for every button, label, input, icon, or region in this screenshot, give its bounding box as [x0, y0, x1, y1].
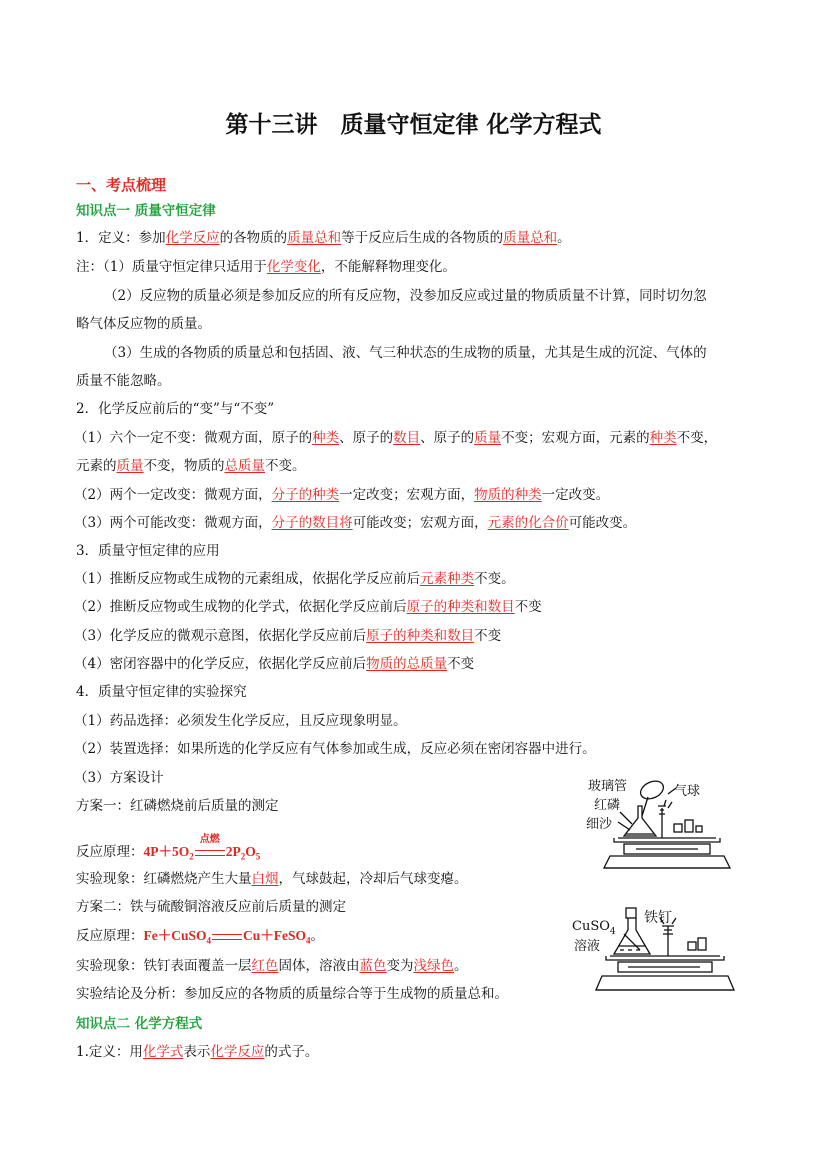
six-unchanged-cont: 元素的质量不变，物质的总质量不变。 — [76, 458, 306, 474]
definition-line: 1．定义：参加化学反应的各物质的质量总和等于反应后生成的各物质的质量总和。 — [76, 230, 571, 246]
experiment-3: （3）方案设计 — [74, 770, 164, 786]
plan-2: 方案二：铁与硫酸铜溶液反应前后质量的测定 — [76, 899, 346, 915]
page-title: 第十三讲 质量守恒定律 化学方程式 — [225, 112, 602, 138]
conclusion: 实验结论及分析：参加反应的各物质的质量综合等于生成物的质量总和。 — [76, 986, 508, 1002]
two-changed: （2）两个一定改变：微观方面，分子的种类一定改变；宏观方面，物质的种类一定改变。 — [74, 487, 610, 503]
note-2: （2）反应物的质量必须是参加反应的所有反应物，没参加反应或过量的物质质量不计算，同时切勿忽 — [104, 288, 707, 304]
fig1-label-phosphorus: 红磷 — [594, 798, 621, 813]
application-1: （1）推断反应物或生成物的元素组成，依据化学反应前后元素种类不变。 — [74, 571, 515, 587]
fig2-label-solution: 溶液 — [574, 939, 601, 954]
phenomenon-2: 实验现象：铁钉表面覆盖一层红色固体，溶液由蓝色变为浅绿色。 — [76, 958, 468, 974]
heading-4: 4．质量守恒定律的实验探究 — [76, 684, 247, 700]
fig1-label-sand: 细沙 — [586, 817, 613, 832]
fig1-label-balloon: 气球 — [674, 784, 701, 799]
two-may-change: （3）两个可能改变：微观方面，分子的数目将可能改变；宏观方面，元素的化合价可能改变。 — [74, 515, 637, 531]
principle-2: 反应原理：Fe＋CuSO$_4$ Cu＋FeSO$_4$。 — [76, 928, 325, 946]
application-4: （4）密闭容器中的化学反应，依据化学反应前后物质的总质量不变 — [74, 656, 475, 672]
knowledge-point-heading-2: 知识点二 化学方程式 — [76, 1016, 203, 1032]
heading-2: 2．化学反应前后的“变”与“不变” — [76, 401, 275, 417]
fig1-label-tube: 玻璃管 — [588, 779, 628, 794]
note-2-cont: 略气体反应物的质量。 — [76, 316, 211, 332]
equation-iron: Fe＋CuSO$_4$ Cu＋FeSO$_4$ — [143, 928, 311, 946]
phenomenon-1: 实验现象：红磷燃烧产生大量白烟，气球鼓起，冷却后气球变瘪。 — [76, 871, 468, 887]
fig2-label-cuso4: CuSO$_4$ — [572, 919, 616, 937]
equation-phosphorus: $4P+5O_2$ 点燃 $2P_2O_5$ — [143, 834, 261, 862]
experiment-1: （1）药品选择：必须发生化学反应，且反应现象明显。 — [74, 713, 407, 729]
application-2: （2）推断反应物或生成物的化学式，依据化学反应前后原子的种类和数目不变 — [74, 599, 542, 615]
experiment-2: （2）装置选择：如果所选的化学反应有气体参加或生成，反应必须在密闭容器中进行。 — [74, 741, 596, 757]
heading-3: 3．质量守恒定律的应用 — [76, 543, 220, 559]
six-unchanged: （1）六个一定不变：微观方面，原子的种类、原子的数目、原子的质量不变；宏观方面，元素的种类不变， — [74, 430, 718, 446]
fig2-label-nail: 铁钉 — [644, 910, 672, 926]
note-3-cont: 质量不能忽略。 — [76, 373, 171, 389]
note-3: （3）生成的各物质的质量总和包括固、液、气三种状态的生成物的质量，尤其是生成的沉淀、气体的 — [104, 345, 707, 361]
definition-2: 1.定义：用化学式表示化学反应的式子。 — [76, 1044, 319, 1060]
note-1: 注：（1）质量守恒定律只适用于化学变化，不能解释物理变化。 — [76, 259, 456, 275]
application-3: （3）化学反应的微观示意图，依据化学反应前后原子的种类和数目不变 — [74, 628, 502, 644]
balance-copper-sulfate-figure — [568, 904, 758, 1004]
section-heading: 一、考点梳理 — [76, 176, 167, 194]
balance-phosphorus-figure — [580, 772, 756, 878]
knowledge-point-heading: 知识点一 质量守恒定律 — [76, 203, 216, 219]
plan-1: 方案一：红磷燃烧前后质量的测定 — [76, 798, 279, 814]
principle-1: 反应原理：$4P+5O_2$ 点燃 $2P_2O_5$ — [76, 834, 261, 862]
